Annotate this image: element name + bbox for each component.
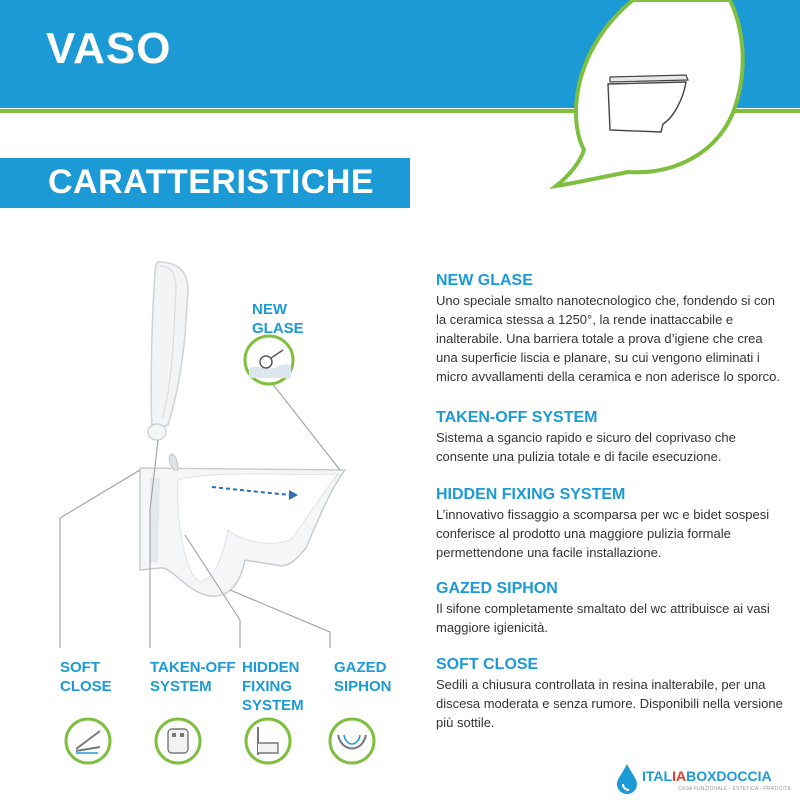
callout-gazed-siphon-line1: GAZED (334, 659, 387, 676)
feature-title: TAKEN-OFF SYSTEM (436, 409, 598, 426)
toilet-bowl-illustration (140, 454, 345, 596)
callout-new-glase (252, 300, 304, 338)
feature-text: L’innovativo fissaggio a scomparsa per wc e bidet sospesi conferisce al prodotto una maggiore pulizia formale permettendone una facile installazione. (436, 507, 770, 560)
callout-hidden-fixing-line3: SYSTEM (242, 697, 304, 714)
hidden-fixing-icon (246, 719, 290, 763)
water-drop-icon (616, 764, 638, 794)
callout-taken-off-line1: TAKEN-OFF (150, 659, 236, 676)
feature-text: Uno speciale smalto nanotecnologico che, fondendo si con la ceramica stessa a 1250°, la rende inattaccabile e inalterabile. Una barriera totale a prova d’igiene che crea una superficie liscia e planare, su cui vengono eliminati i micro avvallamenti della ceramica e non aderisce lo sporco. (436, 293, 780, 384)
feature-title: NEW GLASE (436, 272, 533, 289)
feature-soft-close (436, 656, 786, 732)
callout-hidden-fixing (242, 658, 304, 715)
callout-gazed-siphon (334, 658, 392, 696)
callout-taken-off-line2: SYSTEM (150, 678, 212, 695)
callout-taken-off (150, 658, 236, 696)
feature-text: Il sifone completamente smaltato del wc attribuisce ai vasi maggiore igienicità. (436, 601, 770, 635)
feature-text: Sistema a sgancio rapido e sicuro del coprivaso che consente una pulizia totale e di facile esecuzione. (436, 430, 736, 464)
callout-new-glase-line2: GLASE (252, 320, 304, 337)
glaze-icon (245, 336, 293, 384)
callout-soft-close (60, 658, 112, 696)
callout-hidden-fixing-line2: FIXING (242, 678, 293, 695)
logo-wordmark (642, 768, 772, 786)
callout-hidden-fixing-line1: HIDDEN (242, 659, 300, 676)
callout-new-glase-line1: NEW (252, 301, 287, 318)
quick-release-icon (156, 719, 200, 763)
toilet-lid-illustration (148, 262, 188, 440)
callout-gazed-siphon-line2: SIPHON (334, 678, 392, 695)
feature-hidden-fixing-system (436, 486, 786, 562)
logo-part-b: IA (672, 768, 687, 784)
feature-taken-off-system (436, 409, 786, 466)
page-title: VASO (46, 24, 172, 73)
callout-soft-close-line2: CLOSE (60, 678, 112, 695)
soft-close-icon (66, 719, 110, 763)
feature-title: HIDDEN FIXING SYSTEM (436, 486, 626, 503)
siphon-icon (330, 719, 374, 763)
logo-part-c: BOXDOCCIA (686, 768, 772, 784)
feature-new-glase (436, 272, 786, 386)
logo-part-a: ITAL (642, 768, 673, 784)
section-title: CARATTERISTICHE (48, 163, 375, 201)
feature-title: SOFT CLOSE (436, 656, 539, 673)
feature-title: GAZED SIPHON (436, 580, 558, 597)
feature-text: Sedili a chiusura controllata in resina inalterabile, per una discesa moderata e senza rumore. Disponibili nella versione più sottile. (436, 677, 783, 730)
logo-tagline: CASA FUNZIONALE - ESTETICA - PRATICITÀ (678, 786, 791, 792)
feature-gazed-siphon (436, 580, 786, 637)
callout-soft-close-line1: SOFT (60, 659, 100, 676)
